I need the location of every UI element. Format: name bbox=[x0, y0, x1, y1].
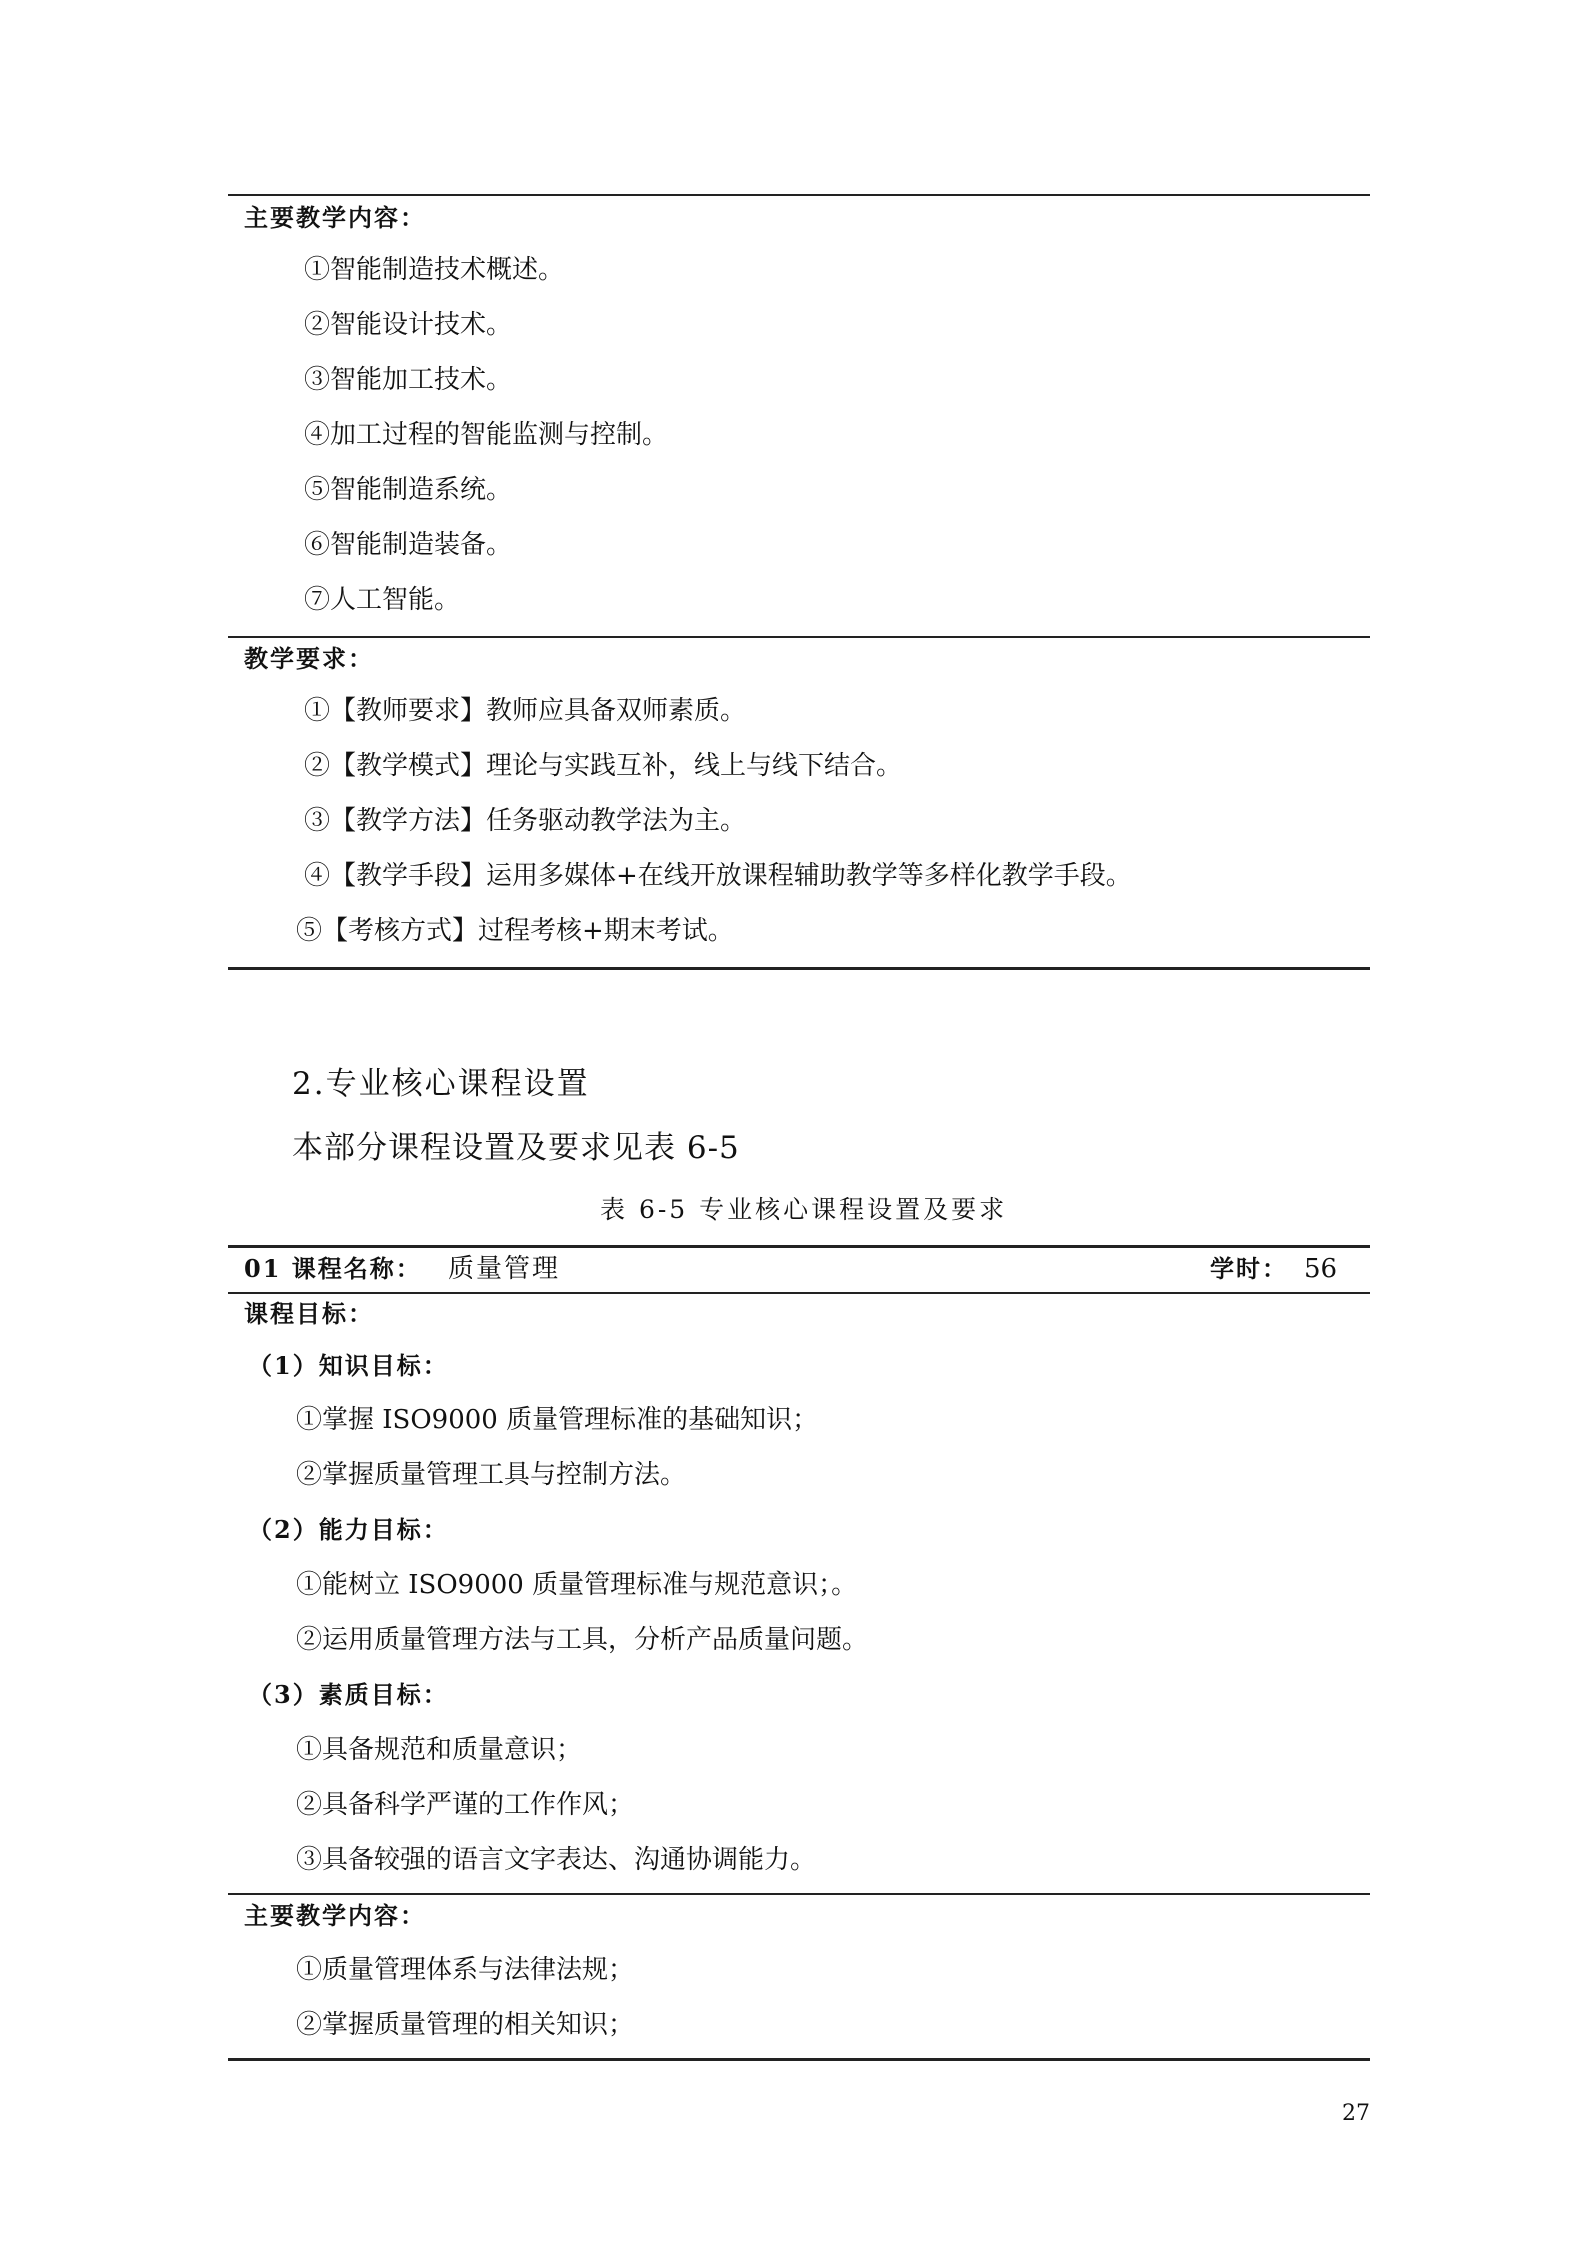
quality-item: ①具备规范和质量意识； bbox=[296, 1735, 583, 1765]
content-item: ②智能设计技术。 bbox=[304, 310, 513, 340]
content-item: ⑤智能制造系统。 bbox=[304, 475, 513, 505]
requirement-item: ④【教学手段】运用多媒体+在线开放课程辅助教学等多样化教学手段。 bbox=[304, 861, 1132, 891]
knowledge-heading: （1）知识目标： bbox=[248, 1351, 449, 1380]
content-heading: 主要教学内容： bbox=[244, 203, 426, 232]
goals-heading: 课程目标： bbox=[244, 1299, 374, 1328]
course-name: 质量管理 bbox=[448, 1254, 561, 1284]
course-name-label: 01 课程名称： bbox=[244, 1254, 422, 1283]
table-bottom-rule bbox=[228, 967, 1370, 970]
content-item: ④加工过程的智能监测与控制。 bbox=[304, 420, 669, 450]
course-hours-label: 学时： bbox=[1210, 1254, 1288, 1283]
table-bottom-rule bbox=[228, 2058, 1370, 2061]
content-item: ⑥智能制造装备。 bbox=[304, 530, 513, 560]
content-item: ⑦人工智能。 bbox=[304, 585, 461, 615]
row-divider bbox=[228, 1292, 1370, 1294]
section-title: 2.专业核心课程设置 bbox=[292, 1066, 590, 1102]
requirement-item: ③【教学方法】任务驱动教学法为主。 bbox=[304, 806, 747, 836]
quality-item: ③具备较强的语言文字表达、沟通协调能力。 bbox=[296, 1845, 817, 1875]
knowledge-item: ①掌握 ISO9000 质量管理标准的基础知识； bbox=[296, 1405, 819, 1435]
ability-item: ①能树立 ISO9000 质量管理标准与规范意识；。 bbox=[296, 1570, 858, 1600]
course-hours: 56 bbox=[1304, 1254, 1338, 1284]
course-content-item: ①质量管理体系与法律法规； bbox=[296, 1955, 635, 1985]
row-divider bbox=[228, 636, 1370, 638]
quality-item: ②具备科学严谨的工作作风； bbox=[296, 1790, 635, 1820]
quality-heading: （3）素质目标： bbox=[248, 1680, 449, 1709]
table-top-rule bbox=[228, 1245, 1370, 1248]
requirement-item: ②【教学模式】理论与实践互补，线上与线下结合。 bbox=[304, 751, 903, 781]
requirement-item: ⑤【考核方式】过程考核+期末考试。 bbox=[296, 916, 734, 946]
knowledge-item: ②掌握质量管理工具与控制方法。 bbox=[296, 1460, 687, 1490]
table-caption: 表 6-5 专业核心课程设置及要求 bbox=[600, 1195, 1008, 1224]
course-content-heading: 主要教学内容： bbox=[244, 1901, 426, 1930]
ability-heading: （2）能力目标： bbox=[248, 1515, 449, 1544]
course-content-item: ②掌握质量管理的相关知识； bbox=[296, 2010, 635, 2040]
content-item: ③智能加工技术。 bbox=[304, 365, 513, 395]
content-item: ①智能制造技术概述。 bbox=[304, 255, 565, 285]
requirements-heading: 教学要求： bbox=[244, 644, 374, 673]
row-divider bbox=[228, 1893, 1370, 1895]
page-number: 27 bbox=[1342, 2101, 1370, 2126]
section-intro: 本部分课程设置及要求见表 6-5 bbox=[292, 1130, 740, 1166]
requirement-item: ①【教师要求】教师应具备双师素质。 bbox=[304, 696, 747, 726]
ability-item: ②运用质量管理方法与工具，分析产品质量问题。 bbox=[296, 1625, 869, 1655]
table-top-rule bbox=[228, 194, 1370, 196]
